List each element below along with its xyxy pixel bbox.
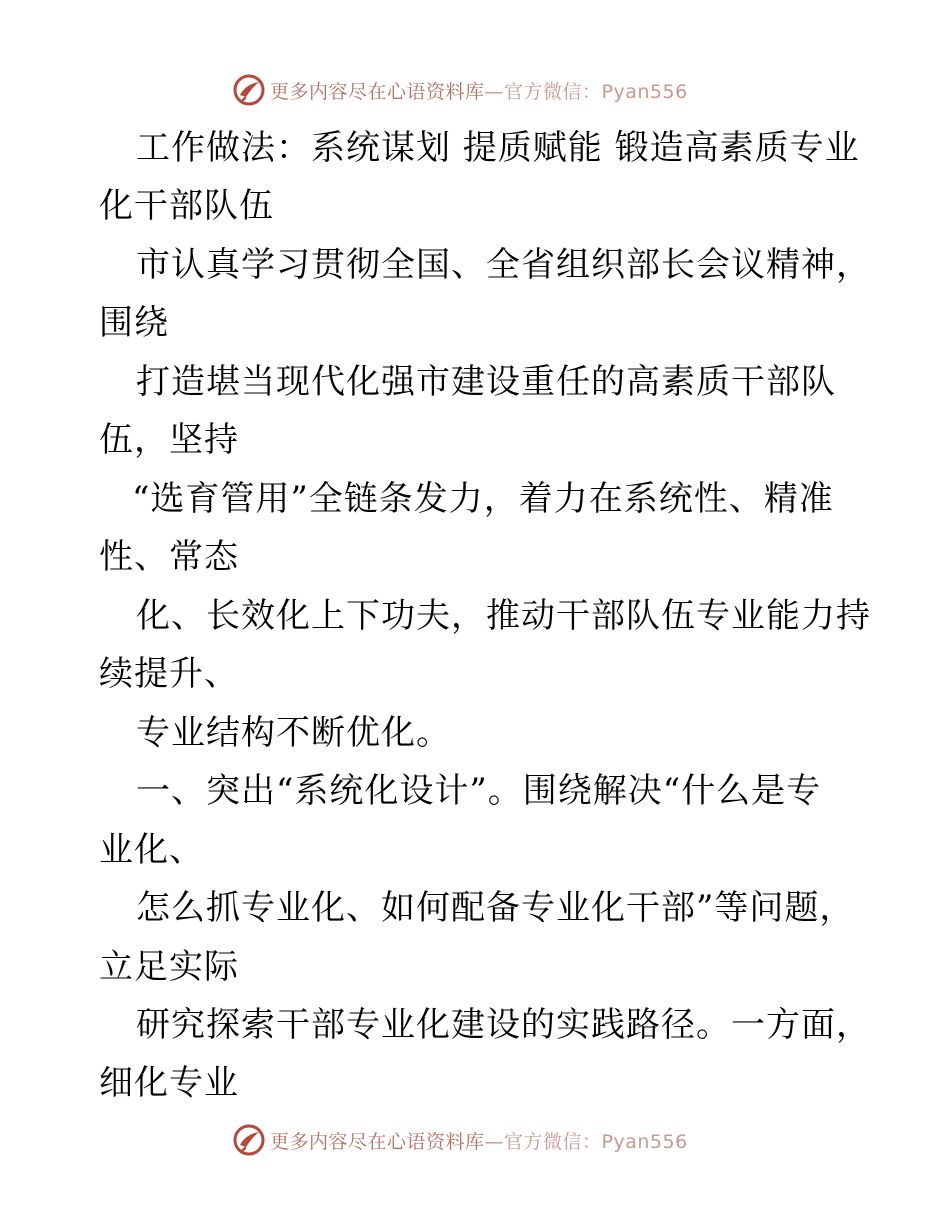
text-line: “选育管用”全链条发力，着力在系统性、精准 [132,479,834,519]
text-line: 立足实际 [99,947,239,987]
pen-logo-icon [232,73,266,107]
text-line: 专业结构不断优化。 [136,713,451,753]
header-watermark [232,72,688,108]
text-line: 研究探索干部专业化建设的实践路径。一方面， [136,1005,871,1045]
text-line: 续提升、 [99,654,239,694]
pen-logo-icon [232,1123,266,1157]
text-line: 化干部队伍 [99,186,274,226]
text-line: 市认真学习贯彻全国、全省组织部长会议精神， [136,245,871,285]
watermark-text: 更多内容尽在心语资料库—官方微信：Pyan556 [270,1130,688,1153]
text-line: 伍，坚持 [99,420,239,460]
text-line: 化、长效化上下功夫，推动干部队伍专业能力持 [136,596,871,636]
text-line: 性、常态 [99,537,239,577]
text-line: 细化专业 [99,1063,239,1103]
text-line: 业化、 [99,830,204,870]
footer-watermark [232,1122,688,1158]
text-line: 围绕 [99,303,169,343]
text-line: 怎么抓专业化、如何配备专业化干部”等问题， [136,888,855,928]
text-line: 打造堪当现代化强市建设重任的高素质干部队 [136,362,836,402]
text-line: 一、突出“系统化设计”。围绕解决“什么是专 [136,771,822,811]
text-line: 工作做法：系统谋划 提质赋能 锻造高素质专业 [136,128,860,168]
watermark-text: 更多内容尽在心语资料库—官方微信：Pyan556 [270,80,688,103]
